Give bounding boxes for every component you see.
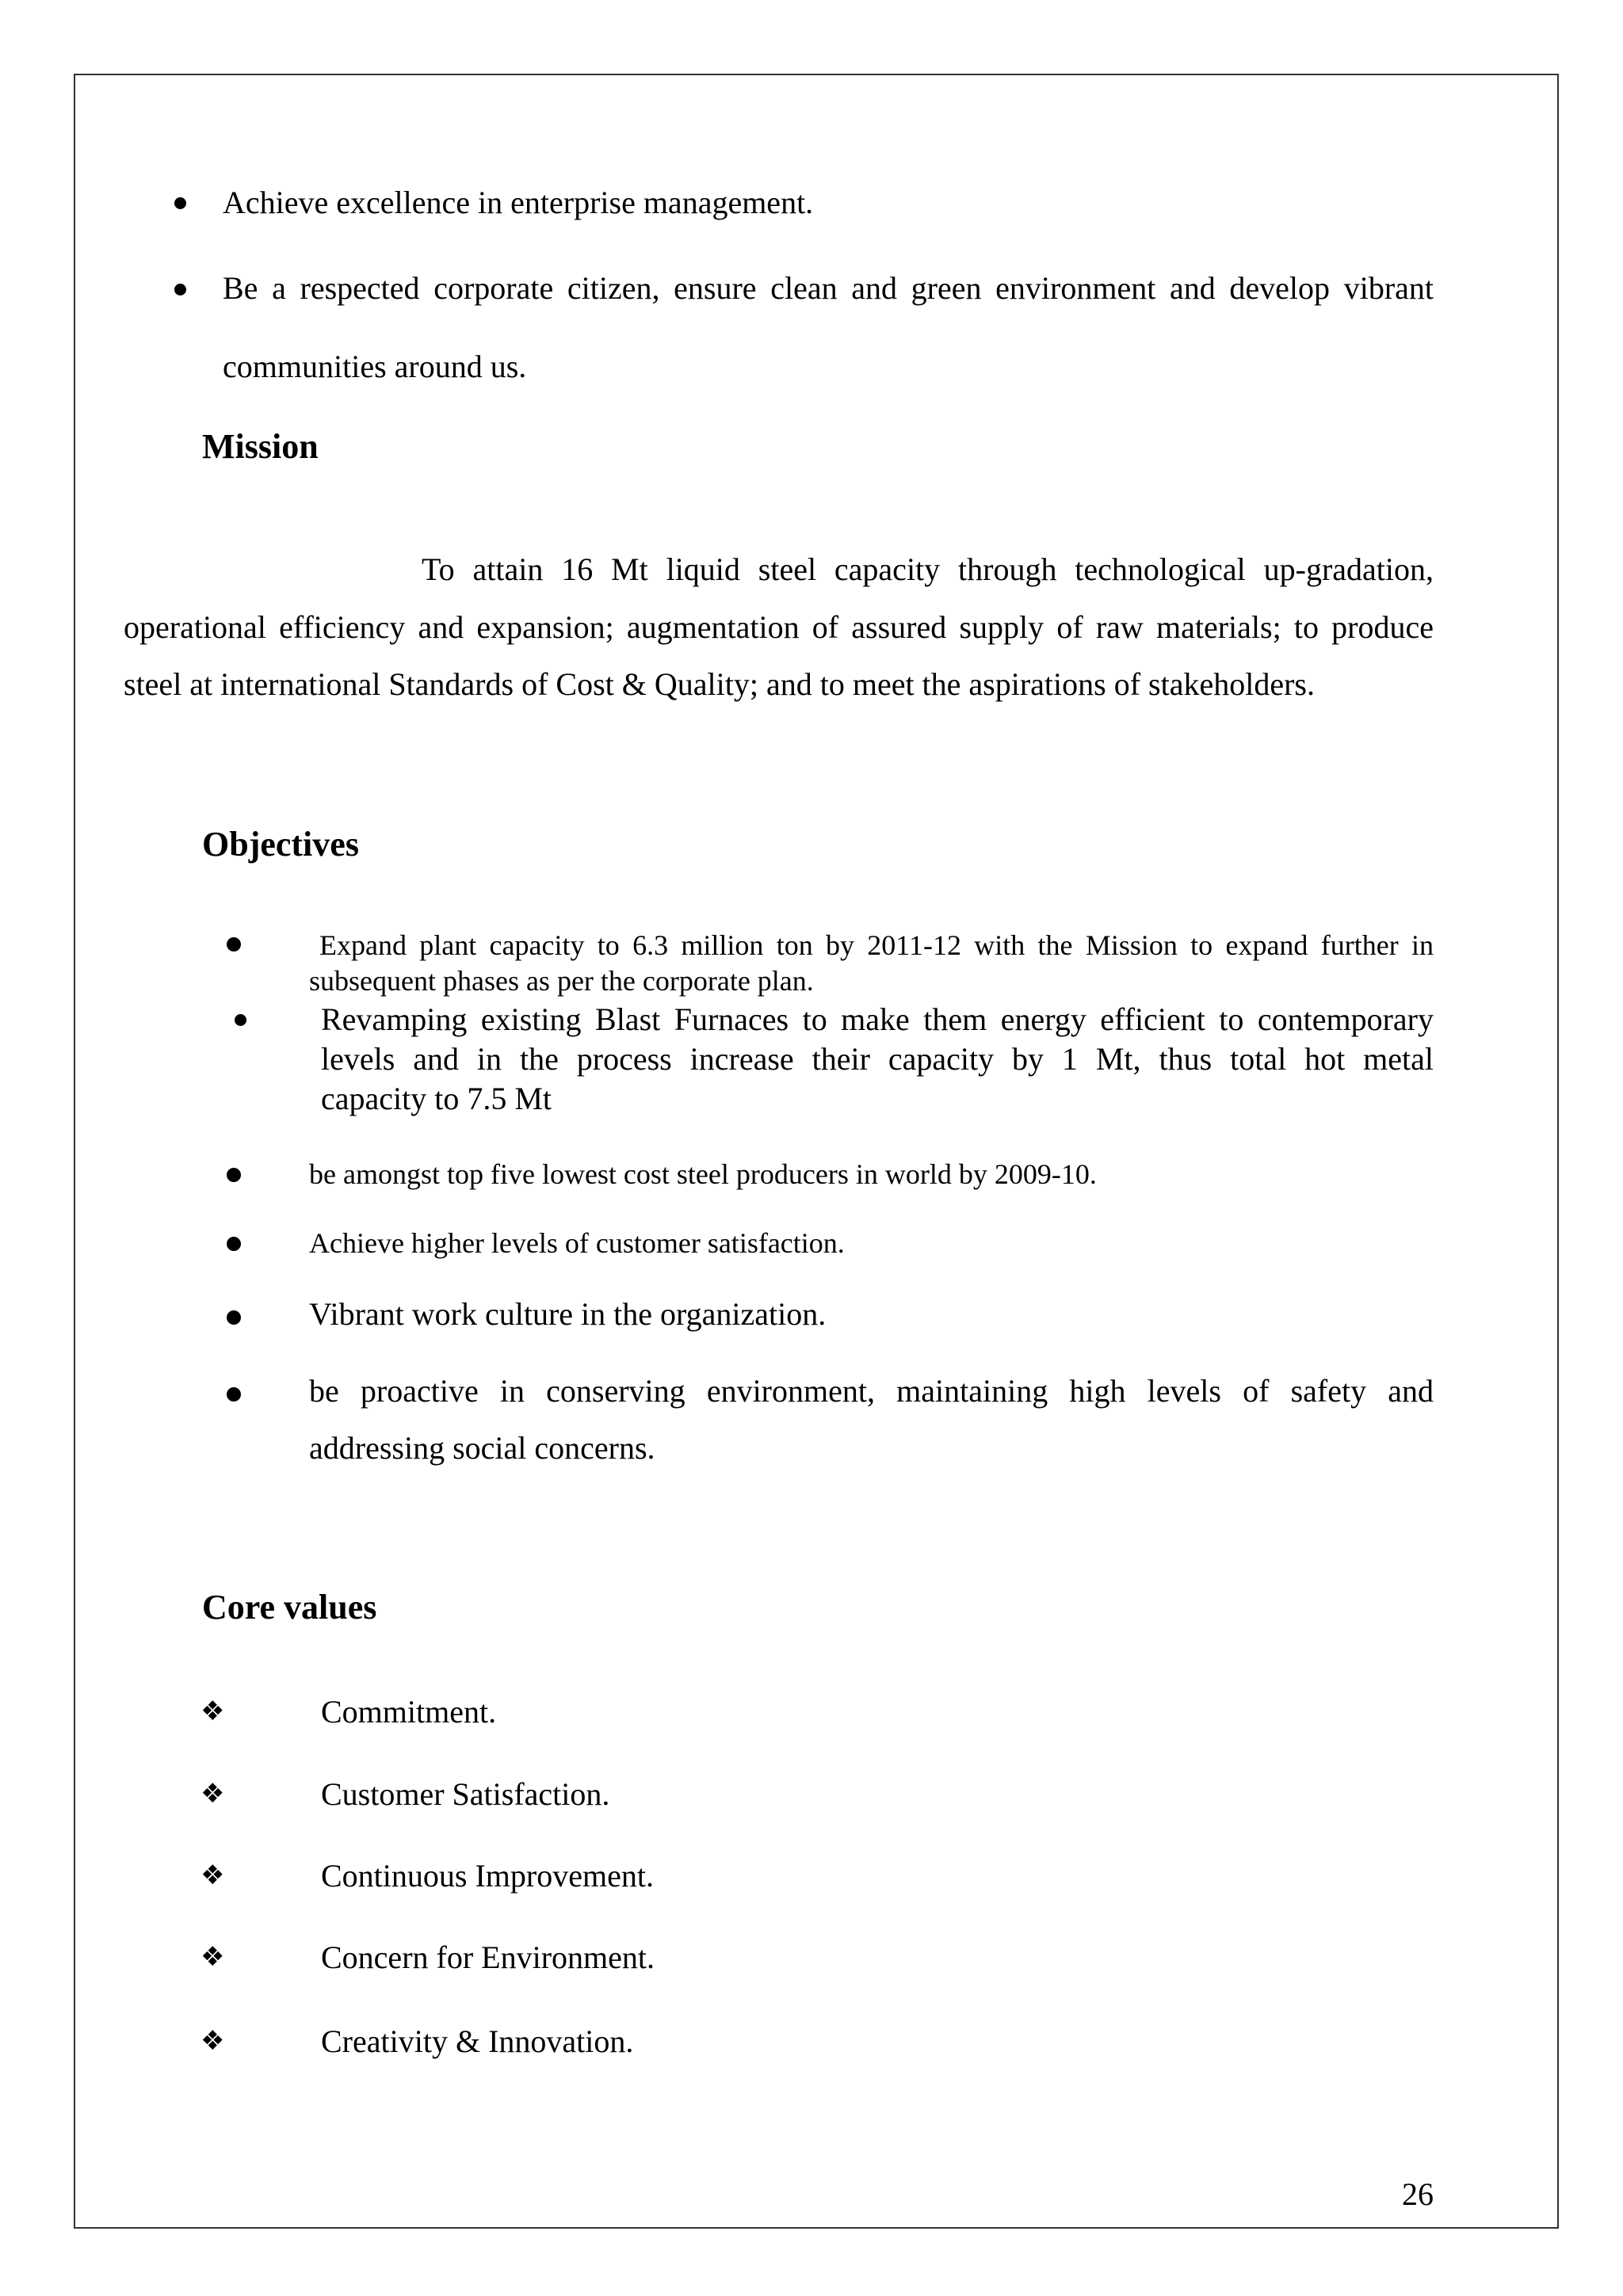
objective-item-3: be amongst top five lowest cost steel producers in world by 2009-10. xyxy=(309,1158,1097,1190)
vision-item-2-line1: Be a respected corporate citizen, ensure clean and green environment and develop vibrant xyxy=(223,270,1434,306)
objective-item-2-line3: capacity to 7.5 Mt xyxy=(321,1081,552,1116)
objective-item-2-line1: Revamping existing Blast Furnaces to make them energy efficient to contemporary xyxy=(321,1001,1434,1037)
objective-item-1-line1: Expand plant capacity to 6.3 million ton by 2011-12 with the Mission to expand further in xyxy=(319,929,1434,961)
objective-item-2-line2: levels and in the process increase their capacity by 1 Mt, thus total hot metal xyxy=(321,1041,1434,1077)
bullet-icon xyxy=(227,1168,241,1182)
bullet-icon xyxy=(227,1237,241,1251)
diamond-bullet-icon: ❖ xyxy=(200,1778,225,1810)
objective-item-6-line1: be proactive in conserving environment, maintaining high levels of safety and xyxy=(309,1373,1434,1409)
diamond-bullet-icon: ❖ xyxy=(200,1859,225,1891)
mission-line-1: To attain 16 Mt liquid steel capacity through technological up-gradation, xyxy=(422,551,1434,587)
core-value-item: Commitment. xyxy=(321,1694,497,1730)
bullet-icon xyxy=(174,197,186,209)
vision-item-2-line2: communities around us. xyxy=(223,349,527,384)
vision-item-1: Achieve excellence in enterprise management. xyxy=(223,185,814,220)
mission-line-2: operational efficiency and expansion; augmentation of assured supply of raw materials; to produce xyxy=(124,609,1434,645)
core-values-heading: Core values xyxy=(202,1588,377,1627)
diamond-bullet-icon: ❖ xyxy=(200,2025,225,2057)
objective-item-1-line2: subsequent phases as per the corporate plan. xyxy=(309,965,814,997)
core-value-item: Continuous Improvement. xyxy=(321,1858,654,1894)
diamond-bullet-icon: ❖ xyxy=(200,1695,225,1727)
bullet-icon xyxy=(174,284,186,296)
page-border xyxy=(74,74,1559,2229)
bullet-icon xyxy=(227,1387,241,1402)
objective-item-4: Achieve higher levels of customer satisfaction. xyxy=(309,1227,845,1259)
objective-item-5: Vibrant work culture in the organization. xyxy=(309,1296,827,1332)
core-value-item: Creativity & Innovation. xyxy=(321,2023,634,2059)
objectives-heading: Objectives xyxy=(202,825,359,864)
mission-heading: Mission xyxy=(202,427,319,466)
diamond-bullet-icon: ❖ xyxy=(200,1941,225,1973)
bullet-icon xyxy=(235,1014,246,1026)
bullet-icon xyxy=(227,1310,241,1325)
bullet-icon xyxy=(227,937,241,952)
mission-line-3: steel at international Standards of Cost & Quality; and to meet the aspirations of stakeholders. xyxy=(124,666,1315,702)
page-number: 26 xyxy=(1402,2176,1434,2212)
core-value-item: Customer Satisfaction. xyxy=(321,1776,610,1812)
objective-item-6-line2: addressing social concerns. xyxy=(309,1430,655,1466)
core-value-item: Concern for Environment. xyxy=(321,1939,655,1975)
